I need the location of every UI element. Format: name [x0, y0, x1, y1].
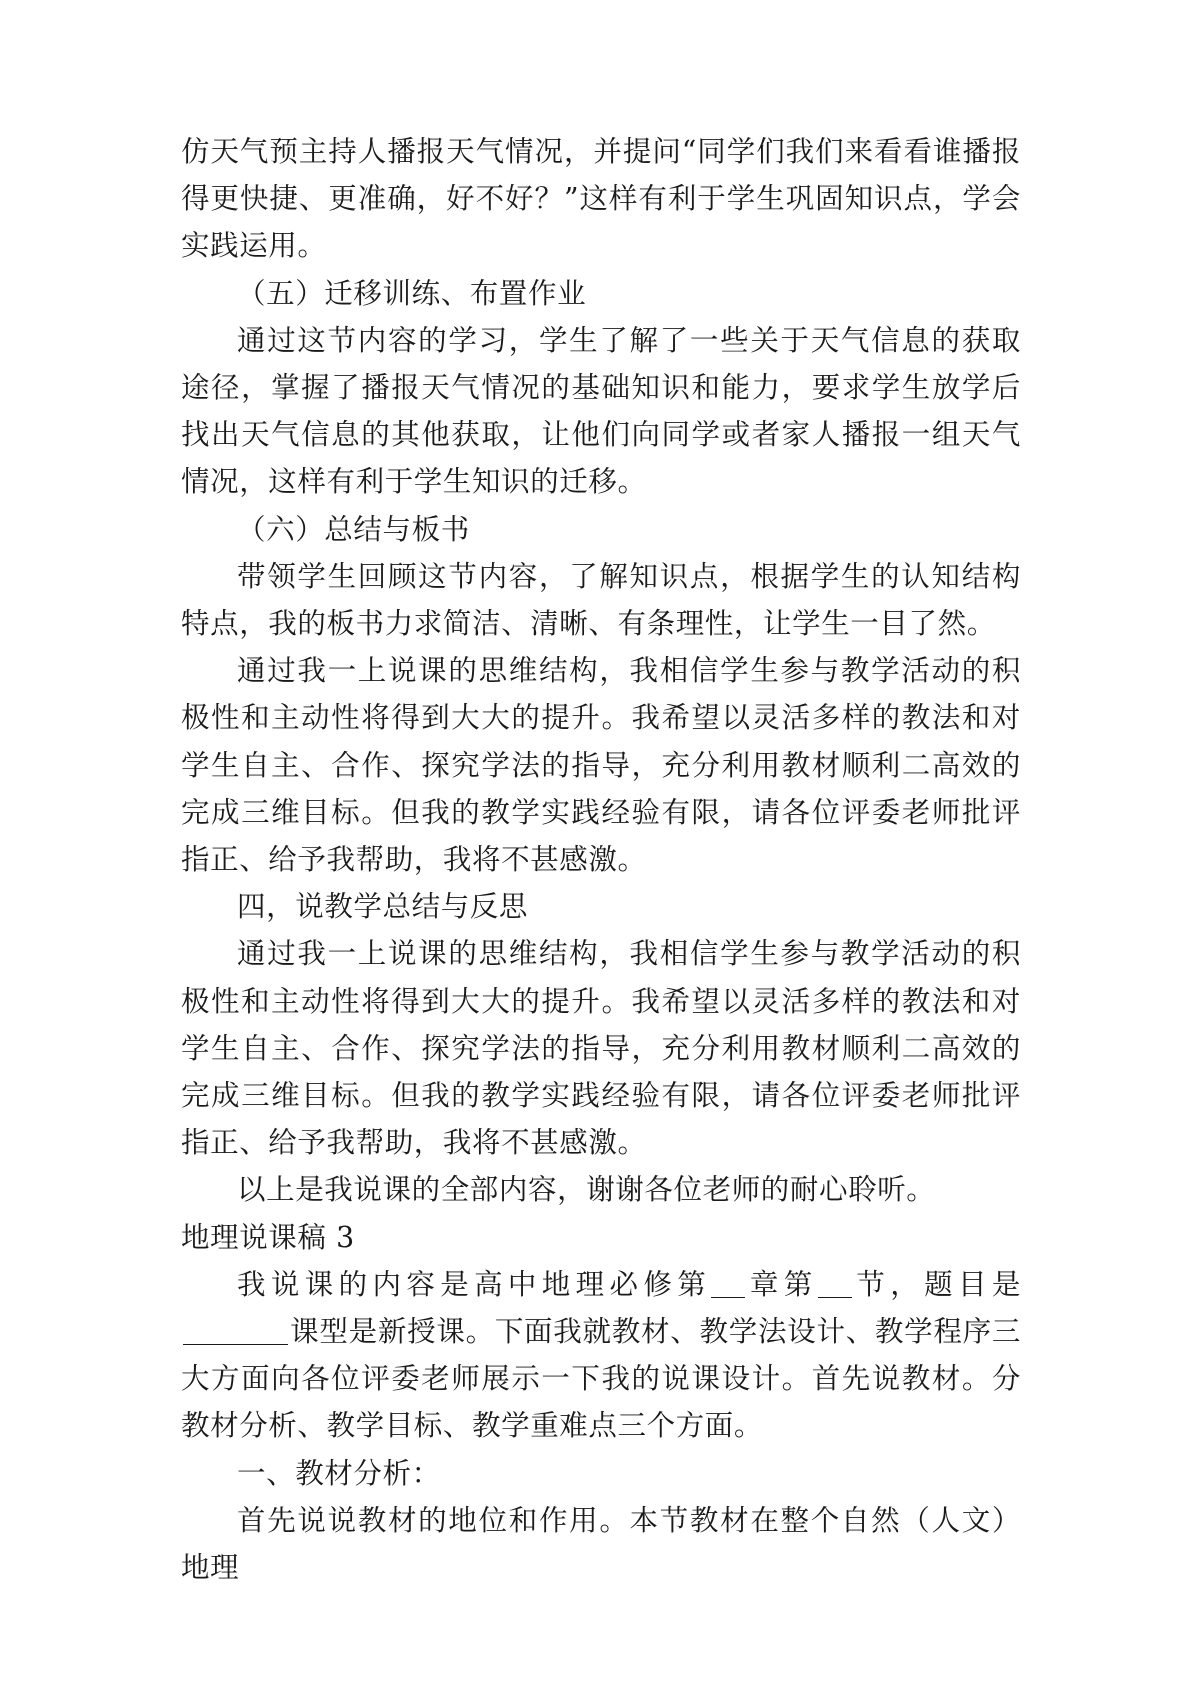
heading-transfer-training: （五）迁移训练、布置作业: [237, 276, 587, 310]
paragraph-lecture-intro: [181, 1261, 1021, 1450]
paragraph-conclusion-2: 通过我一上说课的思维结构，我相信学生参与教学活动的积极性和主动性将得到大大的提升。我希望以灵活多样的教法和对学生自主、合作、探究学法的指导，充分利用教材顺利二高效的完成三维目标。但我的教学实践经验有限，请各位评委老师批评指正、给予我帮助，我将不甚感激。: [181, 937, 1021, 1160]
paragraph-thanks: 以上是我说课的全部内容，谢谢各位老师的耐心聆听。: [237, 1173, 936, 1207]
paragraph-transfer-training: 通过这节内容的学习，学生了解了一些关于天气信息的获取途径，掌握了播报天气情况的基础知识和能力，要求学生放学后找出天气信息的其他获取，让他们向同学或者家人播报一组天气情况，这样有利于学生知识的迁移。: [181, 323, 1021, 499]
document-page: [181, 128, 1021, 1591]
paragraph-material-role: 首先说说教材的地位和作用。本节教材在整个自然（人文）地理: [181, 1503, 1021, 1585]
chapter-blank: [711, 1267, 745, 1298]
intro-text-4: 课型是新授课。下面我就教材、教学法设计、教学程序三大方面向各位评委老师展示一下我的说课设计。首先说教材。分教材分析、教学目标、教学重难点三个方面。: [181, 1315, 1021, 1443]
intro-text-2: 章第: [745, 1267, 818, 1301]
section-title-lecture-3: 地理说课稿 3: [181, 1220, 355, 1254]
intro-text-3: 节，题目是: [851, 1267, 1021, 1301]
heading-summary-board: （六）总结与板书: [237, 512, 470, 546]
heading-teaching-reflection: 四，说教学总结与反思: [237, 890, 529, 924]
paragraph-summary-board: 带领学生回顾这节内容，了解知识点，根据学生的认知结构特点，我的板书力求简洁、清晰、有条理性，让学生一目了然。: [181, 559, 1021, 641]
paragraph-conclusion-1: 通过我一上说课的思维结构，我相信学生参与教学活动的积极性和主动性将得到大大的提升。我希望以灵活多样的教法和对学生自主、合作、探究学法的指导，充分利用教材顺利二高效的完成三维目标。但我的教学实践经验有限，请各位评委老师批评指正、给予我帮助，我将不甚感激。: [181, 654, 1021, 877]
heading-material-analysis: 一、教材分析：: [237, 1456, 441, 1490]
intro-text-1: 我说课的内容是高中地理必修第: [237, 1267, 712, 1301]
paragraph-weather-broadcast: 仿天气预主持人播报天气情况，并提问“同学们我们来看看谁播报得更快捷、更准确，好不好？”这样有利于学生巩固知识点，学会实践运用。: [181, 135, 1021, 263]
topic-blank: [183, 1314, 288, 1345]
section-blank: [818, 1267, 852, 1298]
